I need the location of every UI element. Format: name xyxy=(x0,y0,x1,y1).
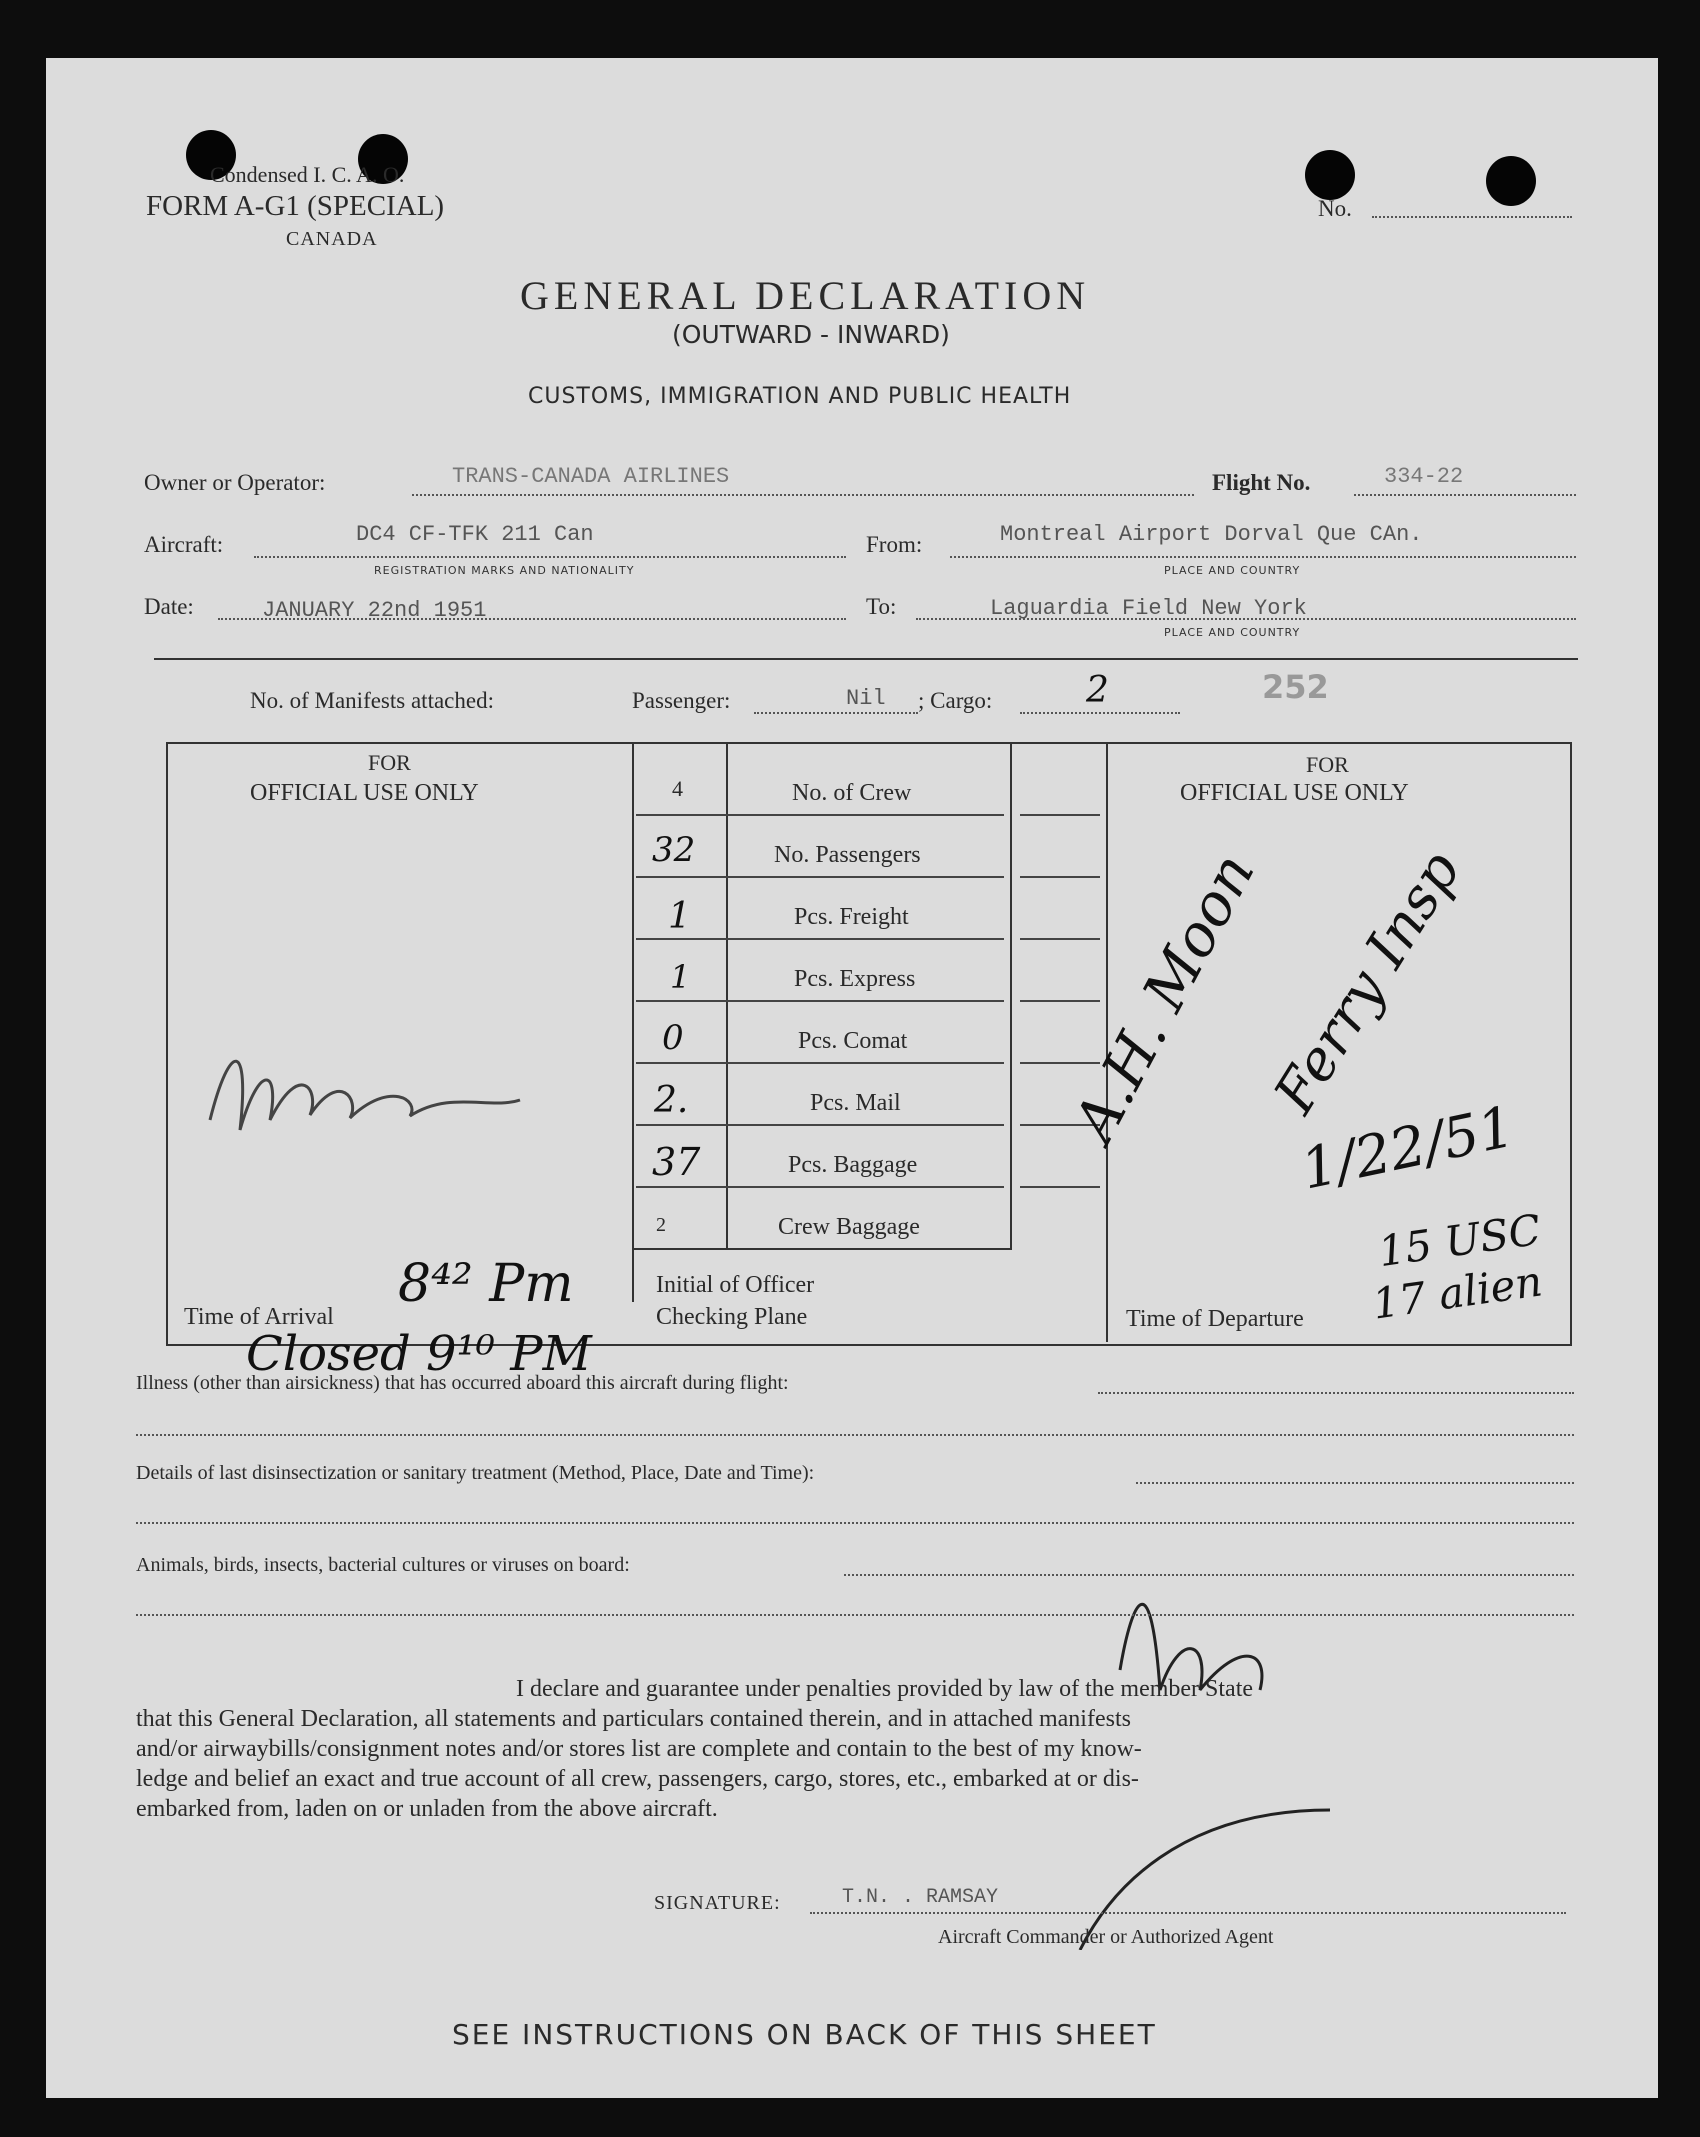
number-label: No. xyxy=(1318,196,1352,221)
illness-label: Illness (other than airsickness) that has occurred aboard this aircraft during flight: xyxy=(136,1372,789,1394)
customs-stamp-signature xyxy=(190,1000,550,1160)
row-label: Pcs. Mail xyxy=(810,1090,901,1116)
row-line xyxy=(636,1000,1004,1002)
disinsectization-label: Details of last disinsectization or sanitary treatment (Method, Place, Date and Time): xyxy=(136,1462,815,1484)
declaration-line-3: and/or airwaybills/consignment notes and/or stores list are complete and contain to the best of my know- xyxy=(136,1736,1142,1762)
passenger-value: Nil xyxy=(846,686,886,711)
cargo-label: ; Cargo: xyxy=(918,688,993,713)
row-label: Pcs. Express xyxy=(794,966,916,992)
disinsectization-line-2 xyxy=(136,1522,1574,1524)
animals-label: Animals, birds, insects, bacterial cultures or viruses on board: xyxy=(136,1554,630,1576)
table-divider xyxy=(1010,742,1012,1248)
illness-line xyxy=(1098,1392,1574,1394)
disinsectization-line xyxy=(1136,1482,1574,1484)
punch-hole xyxy=(1486,156,1536,206)
declaration-line-2: that this General Declaration, all statements and particulars contained therein, and in attached manifests xyxy=(136,1706,1131,1732)
time-of-departure-label: Time of Departure xyxy=(1126,1306,1304,1332)
right-official-label: OFFICIAL USE ONLY xyxy=(1180,780,1409,806)
checking-plane-label: Checking Plane xyxy=(656,1304,808,1330)
row-line xyxy=(1020,1186,1100,1188)
illness-line-2 xyxy=(136,1434,1574,1436)
signature-handwritten: Ferry Insp xyxy=(1262,840,1474,1125)
row-label: Crew Baggage xyxy=(778,1214,920,1240)
date-value: JANUARY 22nd 1951 xyxy=(262,598,487,623)
row-label: No. Passengers xyxy=(774,842,921,868)
time-of-arrival-label: Time of Arrival xyxy=(184,1304,334,1330)
separator-line xyxy=(154,658,1578,660)
freight-count: 1 xyxy=(668,896,691,937)
left-for-label: FOR xyxy=(368,750,411,775)
right-for-label: FOR xyxy=(1306,752,1349,777)
date-handwritten: 1/22/51 xyxy=(1295,1094,1521,1203)
row-line xyxy=(636,938,1004,940)
direction-label: (OUTWARD - INWARD) xyxy=(672,320,950,349)
row-line xyxy=(1020,1000,1100,1002)
signature-label: SIGNATURE: xyxy=(654,1892,781,1914)
signature-caption: Aircraft Commander or Authorized Agent xyxy=(938,1926,1274,1948)
to-caption: PLACE AND COUNTRY xyxy=(1164,626,1301,639)
row-label: Pcs. Comat xyxy=(798,1028,908,1054)
declaration-line-4: ledge and belief an exact and true account of all crew, passengers, cargo, stores, etc., embarked at or dis- xyxy=(136,1766,1139,1792)
row-line xyxy=(1020,876,1100,878)
closed-note-handwritten: Closed 9¹⁰ PM xyxy=(246,1326,592,1382)
document-title: GENERAL DECLARATION xyxy=(520,273,1091,318)
from-caption: PLACE AND COUNTRY xyxy=(1164,564,1301,577)
form-number: FORM A-G1 (SPECIAL) xyxy=(146,190,445,222)
owner-line xyxy=(412,494,1194,496)
number-field xyxy=(1372,216,1572,218)
left-official-label: OFFICIAL USE ONLY xyxy=(250,780,479,806)
officer-initials-handwritten: A.H. Moon xyxy=(1060,842,1268,1152)
form-condensed-label: Condensed I. C. A. O. xyxy=(210,162,405,187)
usc-note-handwritten: 15 USC xyxy=(1375,1204,1544,1277)
declaration-line-1: I declare and guarantee under penalties provided by law of the member State xyxy=(516,1676,1254,1702)
form-country: CANADA xyxy=(286,228,378,250)
aircraft-caption: REGISTRATION MARKS AND NATIONALITY xyxy=(374,564,635,577)
manifests-label: No. of Manifests attached: xyxy=(250,688,494,713)
row-line xyxy=(636,876,1004,878)
signature-value: T.N. . RAMSAY xyxy=(842,1886,999,1909)
arrival-time-handwritten: 8⁴² Pm xyxy=(398,1254,574,1314)
cargo-value: 2 xyxy=(1086,670,1109,711)
animals-line xyxy=(844,1574,1574,1576)
initial-officer-label: Initial of Officer xyxy=(656,1272,815,1298)
row-line xyxy=(1020,814,1100,816)
subtitle: CUSTOMS, IMMIGRATION AND PUBLIC HEALTH xyxy=(528,384,1072,409)
from-value: Montreal Airport Dorval Que CAn. xyxy=(1000,522,1423,547)
footer-instructions: SEE INSTRUCTIONS ON BACK OF THIS SHEET xyxy=(452,2018,1157,2051)
aircraft-value: DC4 CF-TFK 211 Can xyxy=(356,522,594,547)
owner-value: TRANS-CANADA AIRLINES xyxy=(452,464,730,489)
row-line xyxy=(636,1124,1004,1126)
passengers-count: 32 xyxy=(652,830,696,870)
passenger-line xyxy=(754,712,918,714)
cargo-line xyxy=(1020,712,1180,714)
flight-label: Flight No. xyxy=(1212,470,1311,495)
crew-baggage-count: 2 xyxy=(656,1214,666,1236)
table-line xyxy=(632,1248,1012,1250)
date-label: Date: xyxy=(144,594,194,619)
declaration-line-5: embarked from, laden on or unladen from the above aircraft. xyxy=(136,1796,718,1822)
row-line xyxy=(1020,1062,1100,1064)
to-label: To: xyxy=(866,594,897,619)
signature-line xyxy=(810,1912,1566,1914)
table-divider xyxy=(726,742,728,1248)
from-label: From: xyxy=(866,532,923,557)
from-line xyxy=(950,556,1576,558)
row-line xyxy=(636,1186,1004,1188)
row-label: Pcs. Freight xyxy=(794,904,909,930)
flight-line xyxy=(1354,494,1576,496)
baggage-count: 37 xyxy=(652,1140,701,1184)
passenger-label: Passenger: xyxy=(632,688,731,713)
table-divider xyxy=(632,742,634,1302)
row-line xyxy=(1020,938,1100,940)
row-label: Pcs. Baggage xyxy=(788,1152,918,1178)
aircraft-line xyxy=(254,556,846,558)
owner-label: Owner or Operator: xyxy=(144,470,326,495)
punch-hole xyxy=(1305,150,1355,200)
comat-count: 0 xyxy=(662,1018,684,1058)
to-value: Laguardia Field New York xyxy=(990,596,1307,621)
row-label: No. of Crew xyxy=(792,780,912,806)
aircraft-label: Aircraft: xyxy=(144,532,224,557)
flight-value: 334-22 xyxy=(1384,464,1464,489)
crew-count: 4 xyxy=(672,776,683,801)
row-line xyxy=(636,814,1004,816)
express-count: 1 xyxy=(670,958,691,996)
alien-note-handwritten: 17 alien xyxy=(1369,1256,1546,1329)
commander-signature-scribble xyxy=(1010,1390,1340,1950)
row-line xyxy=(636,1062,1004,1064)
stamp-number: 252 xyxy=(1262,668,1329,706)
mail-count: 2. xyxy=(654,1080,689,1121)
animals-line-2 xyxy=(136,1614,1574,1616)
